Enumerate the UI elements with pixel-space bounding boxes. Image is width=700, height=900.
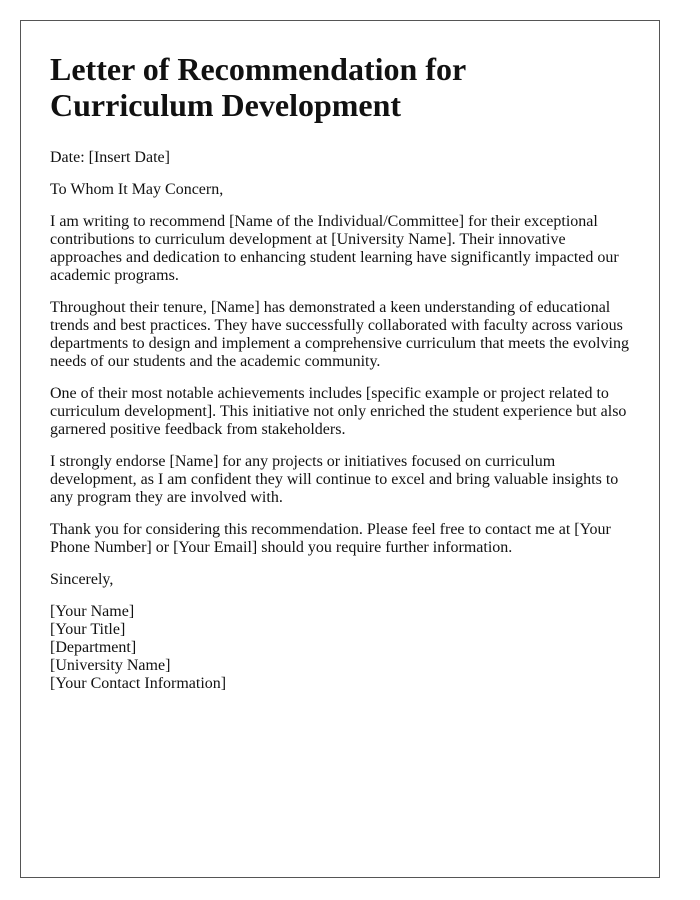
signature-contact-information: [Your Contact Information] <box>50 675 227 692</box>
letter-title <box>50 51 640 123</box>
signature-university: [University Name] <box>50 657 171 674</box>
paragraph-achievement: One of their most notable achievements includes [specific example or project related to curriculum development]. This initiative not only enriched the student experience but also garnered positive feedback from stakeholders. <box>50 385 627 438</box>
letter-title-line-2: Curriculum Development <box>50 87 402 123</box>
date-line: Date: [Insert Date] <box>50 149 170 166</box>
closing: Sincerely, <box>50 571 114 588</box>
paragraph-contact: Thank you for considering this recommendation. Please feel free to contact me at [Your Phone Number] or [Your Email] should you require further information. <box>50 521 611 556</box>
paragraph-endorsement: I strongly endorse [Name] for any projects or initiatives focused on curriculum development, as I am confident they will continue to excel and bring valuable insights to any program they are involved with. <box>50 453 619 506</box>
paragraph-tenure: Throughout their tenure, [Name] has demonstrated a keen understanding of educational trends and best practices. They have successfully collaborated with faculty across various departments to design and implement a comprehensive curriculum that meets the evolving needs of our students and the academic community. <box>50 299 629 370</box>
signature-block <box>50 603 640 693</box>
signature-title: [Your Title] <box>50 621 126 638</box>
paragraph-introduction: I am writing to recommend [Name of the Individual/Committee] for their exceptional contributions to curriculum development at [University Name]. Their innovative approaches and dedication to enhancing student learning have significantly impacted our academic programs. <box>50 213 619 284</box>
signature-department: [Department] <box>50 639 137 656</box>
signature-name: [Your Name] <box>50 603 135 620</box>
salutation: To Whom It May Concern, <box>50 181 224 198</box>
letter-page <box>20 20 660 878</box>
letter-title-line-1: Letter of Recommendation for <box>50 51 467 87</box>
letter-content <box>50 51 640 693</box>
